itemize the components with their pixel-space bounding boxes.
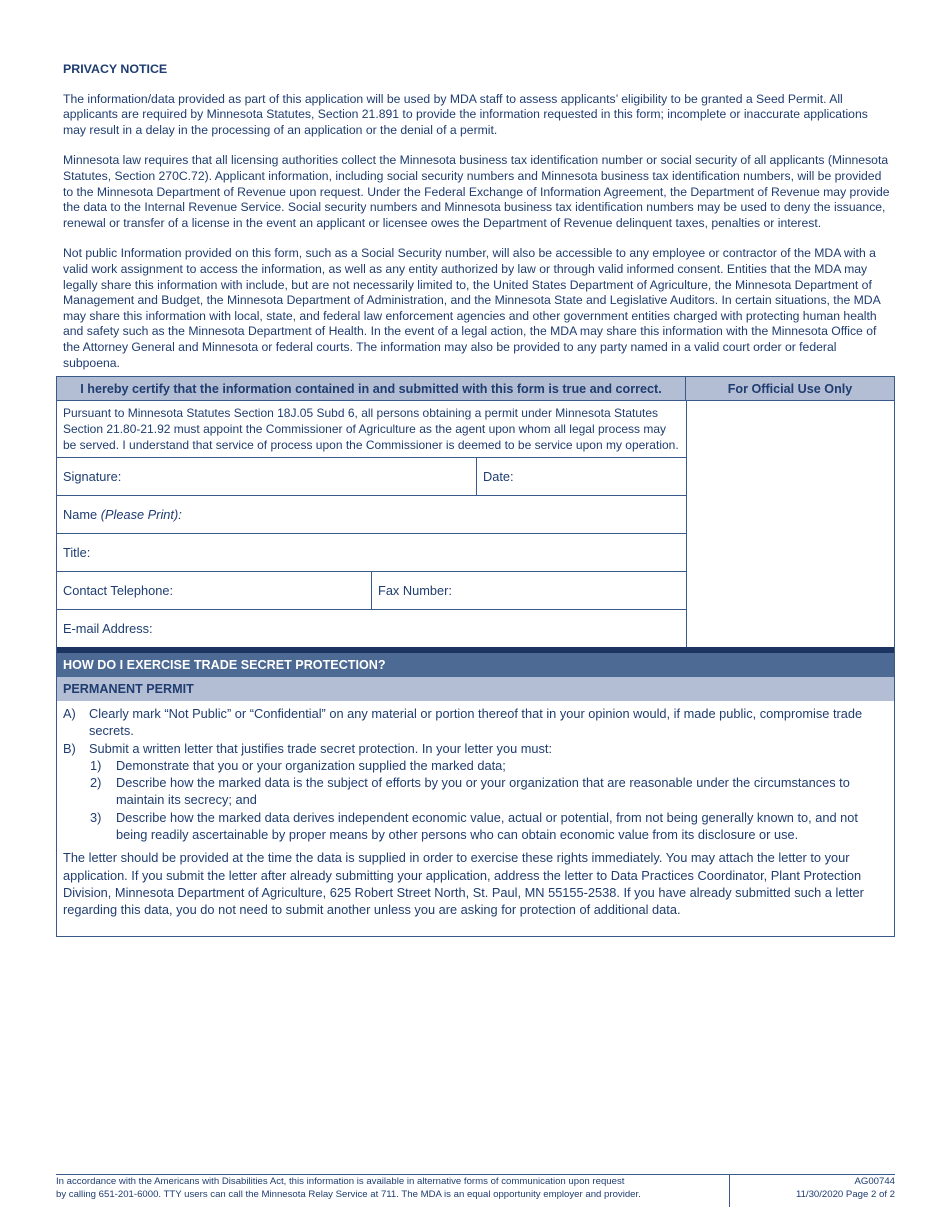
list-item (63, 740, 885, 757)
name-row (57, 496, 686, 534)
date-field[interactable] (476, 458, 686, 495)
fax-label: Fax Number: (378, 583, 452, 598)
list-marker: 2) (90, 775, 102, 791)
trade-secret-header: HOW DO I EXERCISE TRADE SECRET PROTECTION? (57, 653, 894, 677)
statute-text: Pursuant to Minnesota Statutes Section 18J.05 Subd 6, all persons obtaining a permit under Minnesota Statutes Section 21.80-21.92 must appoint the Commissioner of Agriculture as the agent upon whom all legal process may be served. I understand that service of process upon the Commissioner is deemed to be service upon my operation. (57, 401, 686, 458)
email-row (57, 610, 686, 647)
official-use-area (686, 401, 894, 647)
page-footer (56, 1174, 895, 1206)
name-field[interactable] (57, 496, 686, 533)
ada-line-1: In accordance with the Americans with Disabilities Act, this information is available in alternative forms of communication upon request (56, 1176, 625, 1187)
closing-paragraph: The letter should be provided at the time the data is supplied in order to exercise these rights immediately. You may attach the letter to your application. If you submit the letter after already submitting your application, address the letter to Data Practices Coordinator, Plant Protection Division, Minnesota Department of Agriculture, 625 Robert Street North, St. Paul, MN 55155-2538. If you have already submitted such a letter regarding this data, you do not need to submit another unless you are asking for protection of additional data. (63, 850, 864, 918)
list-item-text: Describe how the marked data derives independent economic value, actual or potential, from not being generally known to, and not being readily ascertainable by proper means by other persons who can obtain economic value from its disclosure or use. (116, 809, 858, 843)
trade-secret-body (63, 705, 885, 919)
list-marker: 1) (90, 757, 102, 773)
ada-line-2: by calling 651-201-6000. TTY users can call the Minnesota Relay Service at 711. The MDA is an equal opportunity employer and provider. (56, 1188, 641, 1200)
telephone-label: Contact Telephone: (63, 583, 174, 598)
email-label: E-mail Address: (63, 621, 153, 636)
date-label: Date: (483, 469, 514, 484)
list-item-text: Demonstrate that you or your organization supplied the marked data; (116, 757, 506, 773)
certification-form (56, 376, 895, 937)
sub-list-item (63, 809, 885, 844)
form-id: AG00744 (854, 1176, 895, 1187)
certification-header: I hereby certify that the information contained in and submitted with this form is true and correct. (57, 377, 686, 401)
fax-field[interactable] (371, 572, 686, 609)
title-label: Title: (63, 545, 91, 560)
permanent-permit-header: PERMANENT PERMIT (57, 677, 894, 701)
form-info (796, 1176, 895, 1201)
telephone-field[interactable] (57, 572, 371, 609)
signature-field[interactable] (57, 458, 476, 495)
privacy-paragraph-2: Minnesota law requires that all licensing authorities collect the Minnesota business tax identification number or social security of all applicants (Minnesota Statutes, Section 270C.72). Applicant information, including social security numbers and Minnesota business tax identification numbers, will be provided to the Minnesota Department of Revenue upon request. Under the Federal Exchange of Information Agreement, the Department of Revenue may provide the data to the Internal Revenue Service. Social security numbers and Minnesota business tax identification numbers may be used to deny the issuance, renewal or transfer of a license in the event an applicant or licensee owes the Department of Revenue delinquent taxes, penalties or interest. (63, 153, 890, 230)
ada-notice (56, 1176, 716, 1201)
list-item-text: Describe how the marked data is the subject of efforts by you or your organization that are reasonable under the circumstances to maintain its secrecy; and (116, 775, 850, 808)
privacy-title: PRIVACY NOTICE (63, 62, 168, 76)
email-field[interactable] (57, 610, 686, 647)
footer-divider (729, 1175, 730, 1207)
signature-row (57, 458, 686, 496)
privacy-notice (63, 62, 891, 386)
sub-list-item (63, 774, 885, 809)
name-hint: (Please Print): (100, 507, 182, 522)
list-marker: B) (63, 740, 76, 756)
title-row (57, 534, 686, 572)
official-use-header: For Official Use Only (686, 377, 894, 401)
list-marker: A) (63, 706, 76, 721)
sub-list-item (63, 757, 885, 774)
date-page: 11/30/2020 Page 2 of 2 (795, 1188, 895, 1200)
privacy-paragraph-3: Not public Information provided on this form, such as a Social Security number, will also be accessible to any employee or contractor of the MDA with a valid work assignment to access the information, as well as any entity authorized by law or through valid informed consent. Entities that the MDA may legally share this information with include, but are not necessarily limited to, the United States Department of Agriculture, the Minnesota Department of Management and Budget, the Minnesota Department of Administration, and the Minnesota State and Legislative Auditors. In certain situations, the MDA may share this information with local, state, and federal law enforcement agencies and other government entities charged with protecting human health and safety such as the Minnesota Department of Health. In the event of a legal action, the MDA may share this information with the Minnesota Office of the Attorney General and Minnesota or federal courts. The information may also be provided to any party named in a valid court order or federal subpoena. (63, 246, 881, 370)
list-item-text: Clearly mark “Not Public” or “Confidential” on any material or portion thereof that in your opinion would, if made public, compromise trade secrets. (89, 706, 863, 739)
title-field[interactable] (57, 534, 686, 571)
name-label: Name (63, 507, 98, 522)
signature-label: Signature: (63, 469, 122, 484)
phone-row (57, 572, 686, 610)
list-item-text: Submit a written letter that justifies trade secret protection. In your letter you must: (89, 740, 553, 756)
list-marker: 3) (90, 809, 102, 825)
list-item (63, 705, 885, 740)
privacy-paragraph-1: The information/data provided as part of this application will be used by MDA staff to assess applicants’ eligibility to be granted a Seed Permit. All applicants are required by Minnesota Statutes, Section 21.891 to provide the information requested in this form; incomplete or inaccurate applications may result in a delay in the processing of an application or the denial of a permit. (63, 91, 868, 137)
